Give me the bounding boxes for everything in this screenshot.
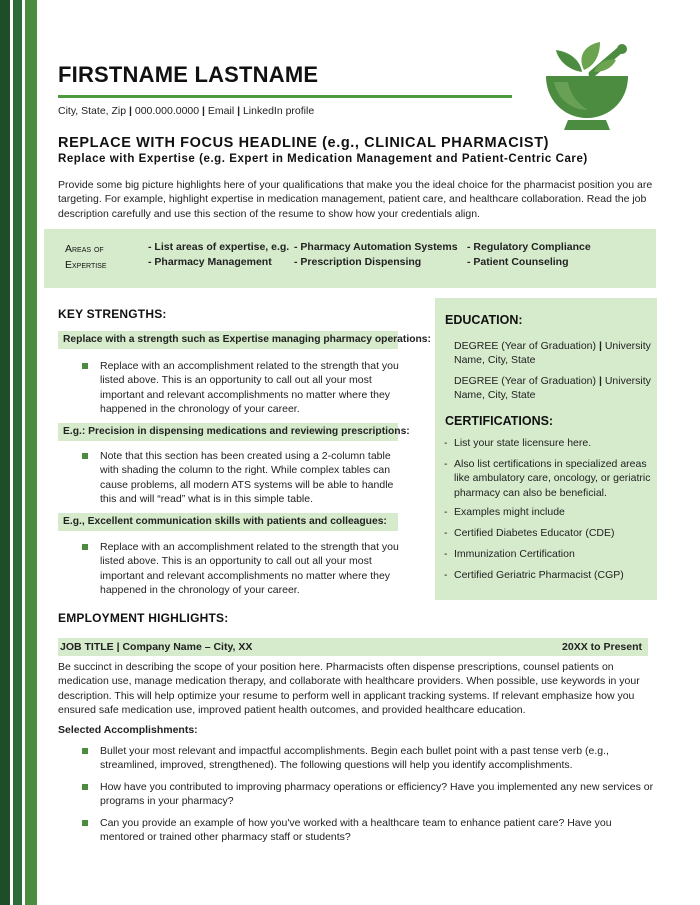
contact-separator: | bbox=[237, 105, 241, 117]
job-title-bar bbox=[58, 638, 648, 656]
contact-location: City, State, Zip bbox=[58, 105, 127, 117]
contact-email: Email bbox=[207, 105, 235, 117]
certification-item: - List your state licensure here. bbox=[444, 437, 592, 449]
accomplishment-bullet: How have you contributed to improving pharmacy operations or efficiency? Have you implemented any new services or programs in your pharmacy? bbox=[100, 780, 656, 809]
strength-title: E.g., Excellent communication skills with patients and colleagues: bbox=[58, 513, 398, 531]
education-entry: DEGREE (Year of Graduation) | University Name, City, State bbox=[454, 340, 651, 367]
contact-linkedin: LinkedIn profile bbox=[242, 105, 315, 117]
strength-title: Replace with a strength such as Expertise managing pharmacy operations: bbox=[58, 331, 398, 349]
expertise-column-3 bbox=[467, 240, 591, 270]
square-bullet-icon bbox=[82, 748, 88, 754]
certifications-heading: CERTIFICATIONS: bbox=[445, 414, 554, 428]
certification-item: - Examples might include bbox=[444, 506, 565, 518]
candidate-name: FIRSTNAME LASTNAME bbox=[58, 62, 319, 87]
education-entry: DEGREE (Year of Graduation) | University Name, City, State bbox=[454, 375, 651, 402]
square-bullet-icon bbox=[82, 784, 88, 790]
expertise-item: - List areas of expertise, e.g. bbox=[148, 241, 290, 253]
expertise-column-2 bbox=[294, 240, 458, 270]
contact-phone: 000.000.0000 bbox=[134, 105, 200, 117]
expertise-item: - Prescription Dispensing bbox=[294, 256, 422, 269]
decorative-side-stripes bbox=[0, 0, 38, 905]
certification-item: - Immunization Certification bbox=[444, 548, 575, 560]
accomplishment-bullet: Can you provide an example of how you've worked with a healthcare team to enhance patient care? Have you mentored or trained other pharmacy staff or students? bbox=[100, 816, 656, 845]
strength-bullet: Replace with an accomplishment related to the strength that you listed above. This is an opportunity to call out all your most important and relevant accomplishments no matter where they happened in the chronology of your career. bbox=[100, 540, 410, 598]
name-underline bbox=[58, 95, 512, 98]
contact-separator: | bbox=[202, 105, 205, 117]
strength-bullet: Replace with an accomplishment related to the strength that you listed above. This is an opportunity to call out all your most important and relevant accomplishments no matter where they happened in the chronology of your career. bbox=[100, 359, 410, 417]
certification-item: - Also list certifications in specialized areas like ambulatory care, oncology, or geriatric pharmacy can also be beneficial. bbox=[444, 458, 651, 499]
selected-accomplishments-heading: Selected Accomplishments: bbox=[58, 724, 198, 736]
strength-bullet: Note that this section has been created using a 2-column table with shading the column to the right. While complex tables can cause problems, all modern ATS systems will be able to handle this and will “read” what is in this simple table. bbox=[100, 449, 410, 507]
expertise-item: - Pharmacy Automation Systems bbox=[294, 241, 458, 253]
accomplishment-bullet: Bullet your most relevant and impactful accomplishments. Begin each bullet point with a past tense verb (e.g., streamlined, improved, strengthened). The following questions will help you identify accomplishments. bbox=[100, 744, 656, 773]
expertise-item: - Regulatory Compliance bbox=[467, 241, 591, 253]
mortar-and-pestle-icon bbox=[544, 40, 630, 132]
expertise-item: - Pharmacy Management bbox=[148, 256, 272, 269]
focus-headline: REPLACE WITH FOCUS HEADLINE (e.g., CLINICAL PHARMACIST) bbox=[58, 135, 550, 151]
employment-heading: EMPLOYMENT HIGHLIGHTS: bbox=[58, 611, 229, 625]
education-heading: EDUCATION: bbox=[445, 313, 523, 327]
job-description: Be succinct in describing the scope of your position here. Pharmacists often dispense prescriptions, counsel patients on medication use, manage medication therapy, and collaborate with healthcare providers. When possible, use keywords in your description. This will help optimize your resume to perform well in applicant tracking systems. If relevant emphasize how you ensured safe medication use, improved patient health outcomes, and provided healthcare education. bbox=[58, 661, 640, 717]
strength-title: E.g.: Precision in dispensing medications and reviewing prescriptions: bbox=[58, 423, 398, 441]
areas-of-expertise-box bbox=[44, 229, 656, 288]
areas-of-expertise-title: Areas of Expertise bbox=[65, 243, 107, 272]
square-bullet-icon bbox=[82, 820, 88, 826]
expertise-subheadline: Replace with Expertise (e.g. Expert in Medication Management and Patient-Centric Care) bbox=[58, 153, 588, 165]
expertise-item: - Patient Counseling bbox=[467, 256, 569, 269]
job-title: JOB TITLE | Company Name – City, XX bbox=[60, 641, 253, 653]
square-bullet-icon bbox=[82, 363, 88, 369]
contact-line bbox=[58, 104, 314, 118]
key-strengths-heading: KEY STRENGTHS: bbox=[58, 307, 167, 321]
certification-item: - Certified Diabetes Educator (CDE) bbox=[444, 527, 615, 539]
square-bullet-icon bbox=[82, 544, 88, 550]
square-bullet-icon bbox=[82, 453, 88, 459]
job-dates: 20XX to Present bbox=[562, 641, 642, 653]
expertise-column-1 bbox=[148, 240, 289, 270]
summary-paragraph: Provide some big picture highlights here of your qualifications that make you the ideal choice for the pharmacist position you are targeting. For example, highlight expertise in medication management, patient care, and healthcare collaboration. Read the job description carefully and use this section of the resume to show how your credentials align. bbox=[58, 179, 653, 220]
education-certifications-sidebar bbox=[435, 298, 657, 600]
certification-item: - Certified Geriatric Pharmacist (CGP) bbox=[444, 569, 624, 581]
contact-separator: | bbox=[129, 105, 132, 117]
